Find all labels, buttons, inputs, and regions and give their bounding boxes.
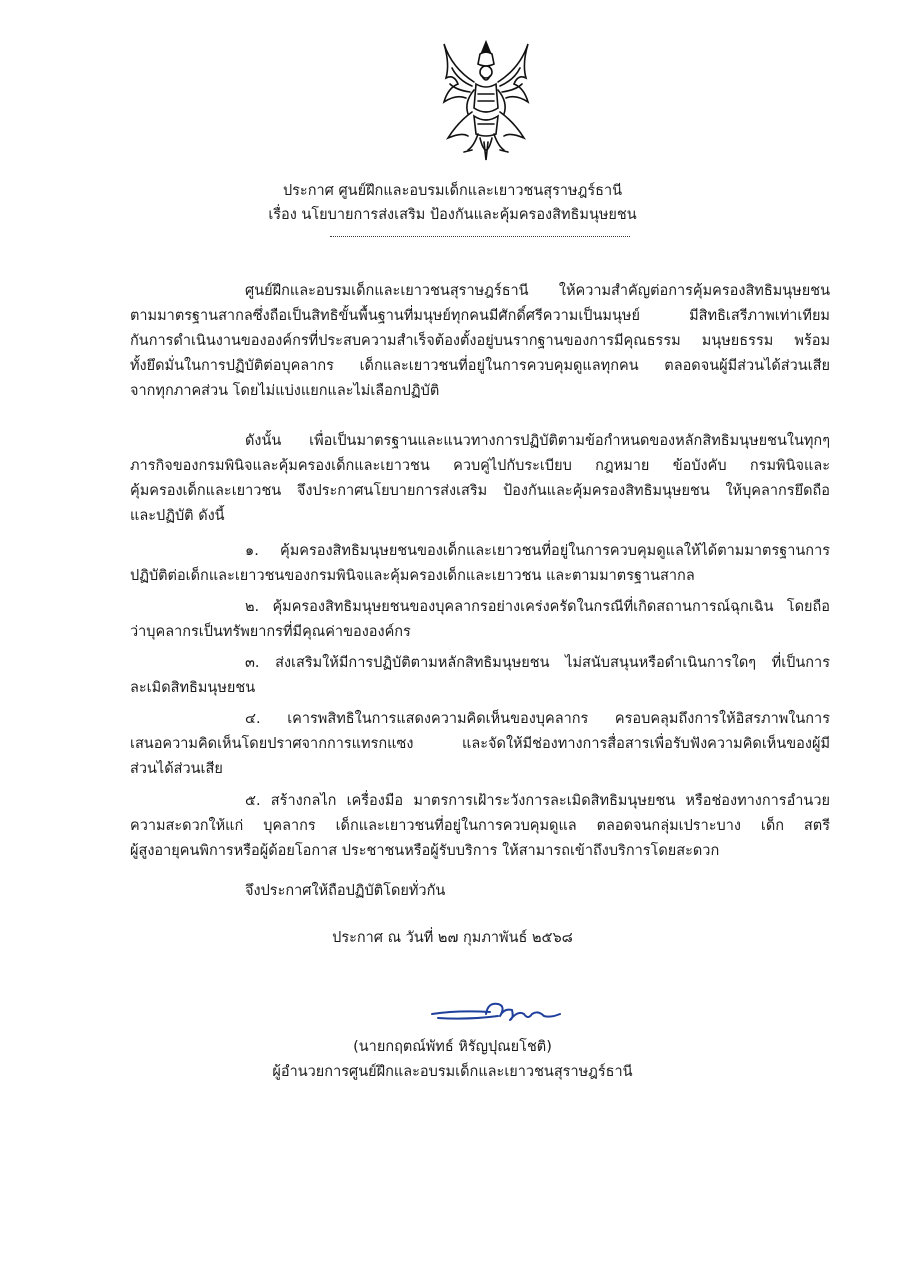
garuda-emblem-icon bbox=[438, 38, 534, 164]
closing-statement: จึงประกาศให้ถือปฏิบัติโดยทั่วกัน bbox=[245, 883, 446, 899]
paragraph-line: ศูนย์ฝึกและอบรมเด็กและเยาวชนสุราษฎร์ธานี ให้ความสำคัญต่อการคุ้มครองสิทธิมนุษยชน bbox=[245, 283, 830, 299]
list-item-4-cont: เสนอความคิดเห็นโดยปราศจากการแทรกแซง และจัดให้มีช่องทางการสื่อสารเพื่อรับฟังความคิดเห็นของผู้มี bbox=[130, 736, 830, 752]
list-item-1: ๑. คุ้มครองสิทธิมนุษยชนของเด็กและเยาวชนที่อยู่ในการควบคุมดูแลให้ได้ตามมาตรฐานการ bbox=[245, 543, 830, 559]
announcement-title: ประกาศ ศูนย์ฝึกและอบรมเด็กและเยาวชนสุราษฎร์ธานี bbox=[282, 183, 623, 199]
paragraph-line: คุ้มครองเด็กและเยาวชน จึงประกาศนโยบายการส่งเสริม ป้องกันและคุ้มครองสิทธิมนุษยชน ให้บุคลากรยึดถือ bbox=[130, 483, 830, 499]
list-item-4-cont: ส่วนได้ส่วนเสีย bbox=[130, 761, 223, 777]
list-item-2: ๒. คุ้มครองสิทธิมนุษยชนของบุคลากรอย่างเคร่งครัดในกรณีที่เกิดสถานการณ์ฉุกเฉิน โดยถือ bbox=[245, 599, 830, 615]
paragraph-line: และปฏิบัติ ดังนี้ bbox=[130, 508, 225, 524]
list-item-1-cont: ปฏิบัติต่อเด็กและเยาวชนของกรมพินิจและคุ้มครองเด็กและเยาวชน และตามมาตรฐานสากล bbox=[130, 568, 695, 584]
dotted-divider bbox=[330, 236, 630, 237]
paragraph-line: ตามมาตรฐานสากลซึ่งถือเป็นสิทธิขั้นพื้นฐานที่มนุษย์ทุกคนมีศักดิ์ศรีความเป็นมนุษย์ มีสิทธิเสรีภาพเท่าเทียม bbox=[130, 308, 830, 324]
list-item-5-cont: ความสะดวกให้แก่ บุคลากร เด็กและเยาวชนที่อยู่ในการควบคุมดูแล ตลอดจนกลุ่มเปราะบาง เด็ก สตรี bbox=[130, 818, 830, 834]
list-item-3: ๓. ส่งเสริมให้มีการปฏิบัติตามหลักสิทธิมนุษยชน ไม่สนับสนุนหรือดำเนินการใดๆ ที่เป็นการ bbox=[245, 655, 830, 671]
list-item-5-cont: ผู้สูงอายุคนพิการหรือผู้ด้อยโอกาส ประชาชนหรือผู้รับบริการ ให้สามารถเข้าถึงบริการโดยสะดวก bbox=[130, 843, 720, 859]
list-item-2-cont: ว่าบุคลากรเป็นทรัพยากรที่มีคุณค่าขององค์กร bbox=[130, 624, 411, 640]
paragraph-line: กันการดำเนินงานขององค์กรที่ประสบความสำเร็จต้องตั้งอยู่บนรากฐานของการมีคุณธรรม มนุษยธรรม พร้อม bbox=[130, 333, 830, 349]
paragraph-line: จากทุกภาคส่วน โดยไม่แบ่งแยกและไม่เลือกปฏิบัติ bbox=[130, 383, 440, 399]
list-item-4: ๔. เคารพสิทธิในการแสดงความคิดเห็นของบุคลากร ครอบคลุมถึงการให้อิสรภาพในการ bbox=[245, 711, 830, 727]
paragraph-line: ภารกิจของกรมพินิจและคุ้มครองเด็กและเยาวชน ควบคู่ไปกับระเบียบ กฎหมาย ข้อบังคับ กรมพินิจและ bbox=[130, 458, 830, 474]
announcement-subject: เรื่อง นโยบายการส่งเสริม ป้องกันและคุ้มครองสิทธิมนุษยชน bbox=[268, 207, 637, 223]
paragraph-line: ทั้งยึดมั่นในการปฏิบัติต่อบุคลากร เด็กและเยาวชนที่อยู่ในการควบคุมดูแลทุกคน ตลอดจนผู้มีส่วนได้ส่วนเสีย bbox=[130, 358, 830, 374]
paragraph-line: ดังนั้น เพื่อเป็นมาตรฐานและแนวทางการปฏิบัติตามข้อกำหนดของหลักสิทธิมนุษยชนในทุกๆ bbox=[245, 433, 830, 449]
announcement-date: ประกาศ ณ วันที่ ๒๗ กุมภาพันธ์ ๒๕๖๘ bbox=[332, 930, 573, 946]
signer-name: (นายกฤตณ์พัทธ์ หิรัญปุณยโชติ) bbox=[353, 1039, 552, 1055]
signer-position: ผู้อำนวยการศูนย์ฝึกและอบรมเด็กและเยาวชนสุราษฎร์ธานี bbox=[272, 1064, 633, 1080]
list-item-5: ๕. สร้างกลไก เครื่องมือ มาตรการเฝ้าระวังการละเมิดสิทธิมนุษยชน หรือช่องทางการอำนวย bbox=[245, 793, 830, 809]
handwritten-signature-icon bbox=[428, 1000, 566, 1026]
list-item-3-cont: ละเมิดสิทธิมนุษยชน bbox=[130, 680, 256, 696]
